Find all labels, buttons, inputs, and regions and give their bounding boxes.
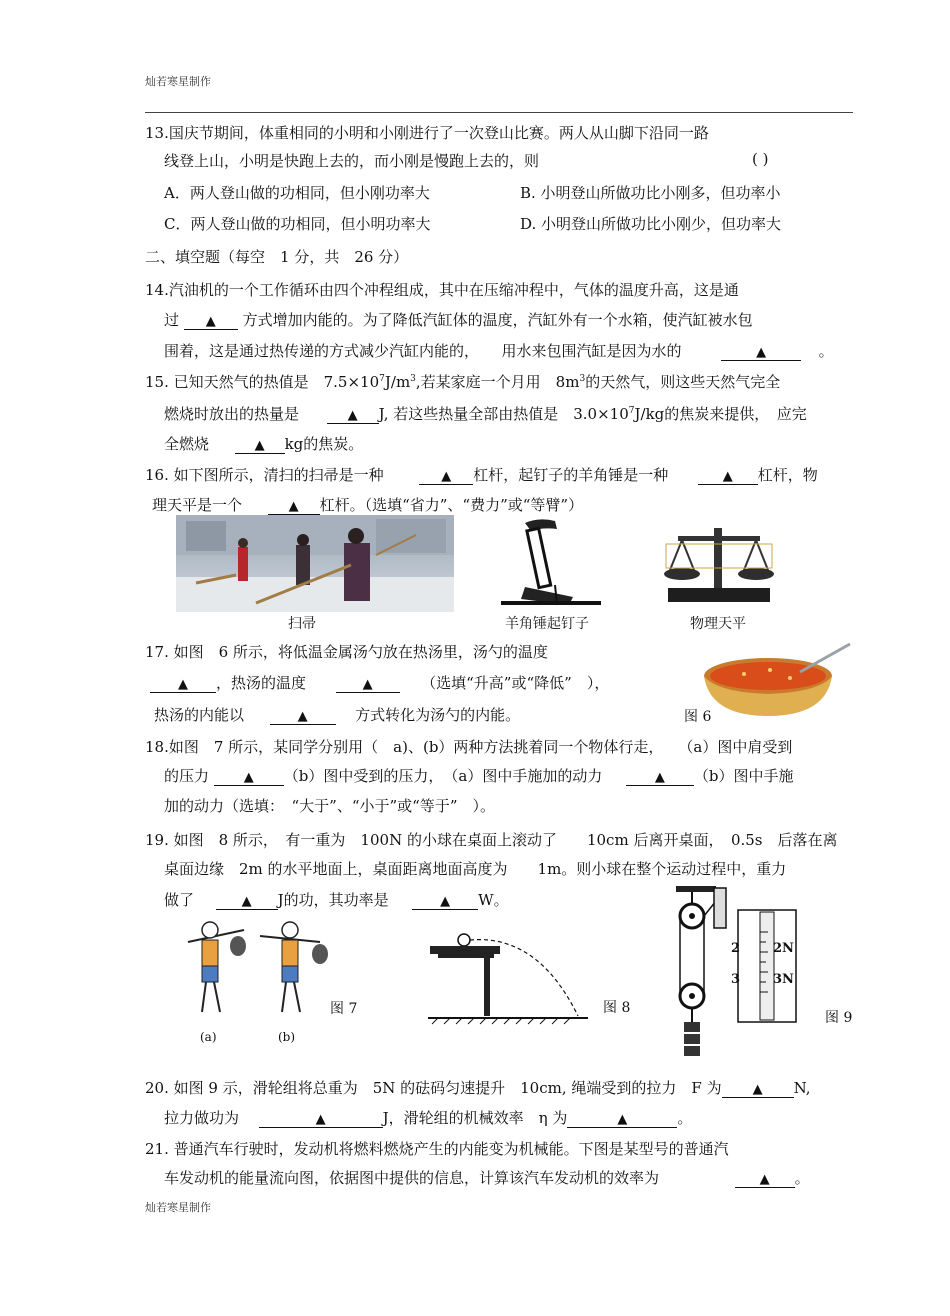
q17-text: 方式转化为汤勺的内能。 xyxy=(355,706,521,724)
scale-mark: 2 xyxy=(731,941,741,956)
q17-line3 xyxy=(154,704,520,725)
q18-text: （b）图中受到的压力， （a）图中手施加的动力 xyxy=(283,767,603,785)
q21-line1: 21. 普通汽车行驶时，发动机将燃料燃烧产生的内能变为机械能。下图是某型号的普通汽 xyxy=(145,1140,729,1158)
triangle-icon: ▲ xyxy=(288,499,299,514)
q14-line3 xyxy=(164,340,834,361)
triangle-icon: ▲ xyxy=(243,770,254,785)
triangle-icon: ▲ xyxy=(362,677,373,692)
q20-text: N, xyxy=(793,1079,811,1097)
q13-option-c: C．两人登山做的功相同，但小明功率大 xyxy=(164,215,431,233)
q17-line2 xyxy=(150,672,609,693)
q20-text: 拉力做功为 xyxy=(164,1109,240,1127)
triangle-icon: ▲ xyxy=(440,894,451,909)
q20-text: J，滑轮组的机械效率 η 为 xyxy=(382,1109,568,1127)
triangle-icon: ▲ xyxy=(315,1112,326,1127)
answer-blank[interactable] xyxy=(419,468,473,485)
triangle-icon: ▲ xyxy=(241,894,252,909)
q19-line2: 桌面边缘 2m 的水平地面上，桌面距离地面高度为 1m。则小球在整个运动过程中，重力 xyxy=(164,860,787,878)
superscript: 3 xyxy=(579,374,586,384)
q19-text: W。 xyxy=(478,891,509,909)
q13-stem-line2: 线登上山，小明是快跑上去的，而小刚是慢跑上去的，则 xyxy=(164,152,540,170)
q20-line2 xyxy=(164,1107,692,1128)
q13-option-a: A．两人登山做的功相同，但小刚功率大 xyxy=(164,184,430,202)
q15-line1 xyxy=(145,371,780,392)
q14-line2 xyxy=(164,309,753,330)
triangle-icon: ▲ xyxy=(752,1082,763,1097)
carrying-figure xyxy=(180,916,330,1026)
answer-blank[interactable] xyxy=(567,1111,677,1128)
q16-text: 杠杆，物 xyxy=(757,466,818,484)
q19-line1: 19. 如图 8 所示， 有一重为 100N 的小球在桌面上滚动了 10cm 后离开桌面， 0.5s 后落在离 xyxy=(145,831,838,849)
q16-text: 杠杆。（选填“省力”、“费力”或“等臂”） xyxy=(319,496,584,514)
figure-label: 图 9 xyxy=(825,1010,853,1026)
answer-blank[interactable] xyxy=(698,468,758,485)
claw-hammer-figure xyxy=(495,515,607,607)
answer-blank[interactable] xyxy=(270,708,336,725)
triangle-icon: ▲ xyxy=(205,314,216,329)
answer-blank[interactable] xyxy=(259,1111,383,1128)
sweeping-photo xyxy=(176,515,454,612)
q14-text: 方式增加内能的。为了降低汽缸体的温度，汽缸外有一个水箱，使汽缸被水包 xyxy=(242,311,753,329)
answer-blank[interactable] xyxy=(412,893,478,910)
q15-text: 的天然气，则这些天然气完全 xyxy=(585,373,781,391)
answer-blank[interactable] xyxy=(235,437,285,454)
q18-line2 xyxy=(164,765,794,786)
q15-text: 15. 已知天然气的热值是 7.5×10 xyxy=(145,373,380,391)
answer-blank[interactable] xyxy=(735,1171,795,1188)
q20-text: 。 xyxy=(677,1109,693,1127)
triangle-icon: ▲ xyxy=(617,1112,628,1127)
triangle-icon: ▲ xyxy=(254,438,265,453)
q19-text: 做了 xyxy=(164,891,195,909)
superscript: 3 xyxy=(410,374,416,384)
answer-blank[interactable] xyxy=(150,676,216,693)
q15-line2 xyxy=(164,403,807,424)
q13-option-d: D. 小明登山所做功比小刚少，但功率大 xyxy=(520,215,782,233)
q15-text: J/m xyxy=(384,373,411,391)
triangle-icon: ▲ xyxy=(297,709,308,724)
q13-answer-paren: ( ) xyxy=(752,150,769,168)
answer-blank[interactable] xyxy=(626,769,694,786)
q19-text: J的功，其功率是 xyxy=(277,891,389,909)
figure-label: 图 6 xyxy=(684,709,712,725)
scale-mark: 3N xyxy=(773,972,794,987)
q19-line3 xyxy=(164,889,509,910)
footer-label: 灿若寒星制作 xyxy=(145,1201,211,1214)
q17-text: （选填“升高”或“降低” ）， xyxy=(421,674,610,692)
balance-figure xyxy=(660,518,778,606)
q21-line2 xyxy=(164,1167,810,1188)
scale-mark: 3 xyxy=(731,972,741,987)
answer-blank[interactable] xyxy=(216,893,278,910)
q15-text: 全燃烧 xyxy=(164,435,210,453)
soup-bowl-figure xyxy=(700,642,854,720)
triangle-icon: ▲ xyxy=(347,408,358,423)
answer-blank[interactable] xyxy=(721,344,801,361)
triangle-icon: ▲ xyxy=(654,770,665,785)
figure-caption: 扫帚 xyxy=(288,616,316,632)
figure-caption: 物理天平 xyxy=(690,616,746,632)
subfigure-label: (a) xyxy=(200,1030,217,1044)
answer-blank[interactable] xyxy=(722,1081,794,1098)
q17-text: 热汤的内能以 xyxy=(154,706,245,724)
pulley-figure xyxy=(668,882,798,1058)
figure-caption: 羊角锤起钉子 xyxy=(505,616,589,632)
q20-text: 20. 如图 9 示，滑轮组将总重为 5N 的砝码匀速提升 10cm, 绳端受到的拉力 F 为 xyxy=(145,1079,722,1097)
rolling-ball-figure xyxy=(428,930,588,1026)
q21-text: 。 xyxy=(794,1169,810,1187)
answer-blank[interactable] xyxy=(268,498,320,515)
q15-text: ,若某家庭一个月用 8m xyxy=(415,373,580,391)
q15-text: kg的焦炭。 xyxy=(284,435,364,453)
q18-text: （b）图中手施 xyxy=(693,767,794,785)
triangle-icon: ▲ xyxy=(756,345,767,360)
superscript: 7 xyxy=(628,406,635,416)
q18-text: 的压力 xyxy=(164,767,210,785)
q20-line1 xyxy=(145,1077,811,1098)
triangle-icon: ▲ xyxy=(441,469,452,484)
q16-text: 杠杆，起钉子的羊角锤是一种 xyxy=(473,466,669,484)
q18-line1: 18.如图 7 所示，某同学分别用（ a)、(b）两种方法挑着同一个物体行走， （a）图中肩受到 xyxy=(145,738,793,756)
triangle-icon: ▲ xyxy=(722,469,733,484)
figure-label: 图 8 xyxy=(603,1000,631,1016)
q16-line1 xyxy=(145,464,818,485)
q13-option-b: B. 小明登山所做功比小刚多，但功率小 xyxy=(520,184,781,202)
q16-text: 理天平是一个 xyxy=(152,496,243,514)
q15-text: J, 若这些热量全部由热值是 3.0×10 xyxy=(378,405,629,423)
figure-label: 图 7 xyxy=(330,1001,358,1017)
triangle-icon: ▲ xyxy=(178,677,188,692)
answer-blank[interactable] xyxy=(214,769,284,786)
answer-blank[interactable] xyxy=(184,313,238,330)
q17-line1: 17. 如图 6 所示，将低温金属汤勺放在热汤里，汤勺的温度 xyxy=(145,643,548,661)
subfigure-label: (b) xyxy=(278,1030,296,1044)
q17-text: ，热汤的温度 xyxy=(216,674,307,692)
triangle-icon: ▲ xyxy=(759,1172,770,1187)
q15-line3 xyxy=(164,433,363,454)
q14-text: 围着，这是通过热传递的方式减少汽缸内能的， 用水来包围汽缸是因为水的 xyxy=(164,342,682,360)
answer-blank[interactable] xyxy=(327,407,379,424)
q16-text: 16. 如下图所示，清扫的扫帚是一种 xyxy=(145,466,384,484)
q15-text: J/kg的焦炭来提供， 应完 xyxy=(634,405,807,423)
q14-text: 过 xyxy=(164,311,180,329)
q14-line1: 14.汽油机的一个工作循环由四个冲程组成，其中在压缩冲程中，气体的温度升高，这是通 xyxy=(145,281,739,299)
answer-blank[interactable] xyxy=(336,676,400,693)
header-label: 灿若寒星制作 xyxy=(145,75,211,88)
q15-text: 燃烧时放出的热量是 xyxy=(164,405,300,423)
superscript: 7 xyxy=(379,374,385,384)
section-heading: 二、填空题（每空 1 分，共 26 分） xyxy=(145,248,409,266)
header-rule xyxy=(145,112,853,113)
scale-mark: 2N xyxy=(773,941,794,956)
q18-line3: 加的动力（选填： “大于”、“小于”或“等于” ）。 xyxy=(164,797,496,815)
q13-stem-line1: 13.国庆节期间，体重相同的小明和小刚进行了一次登山比赛。两人从山脚下沿同一路 xyxy=(145,124,709,142)
q21-text: 车发动机的能量流向图，依据图中提供的信息，计算该汽车发动机的效率为 xyxy=(164,1169,660,1187)
q16-line2 xyxy=(152,494,583,515)
q14-text: 。 xyxy=(818,342,834,360)
